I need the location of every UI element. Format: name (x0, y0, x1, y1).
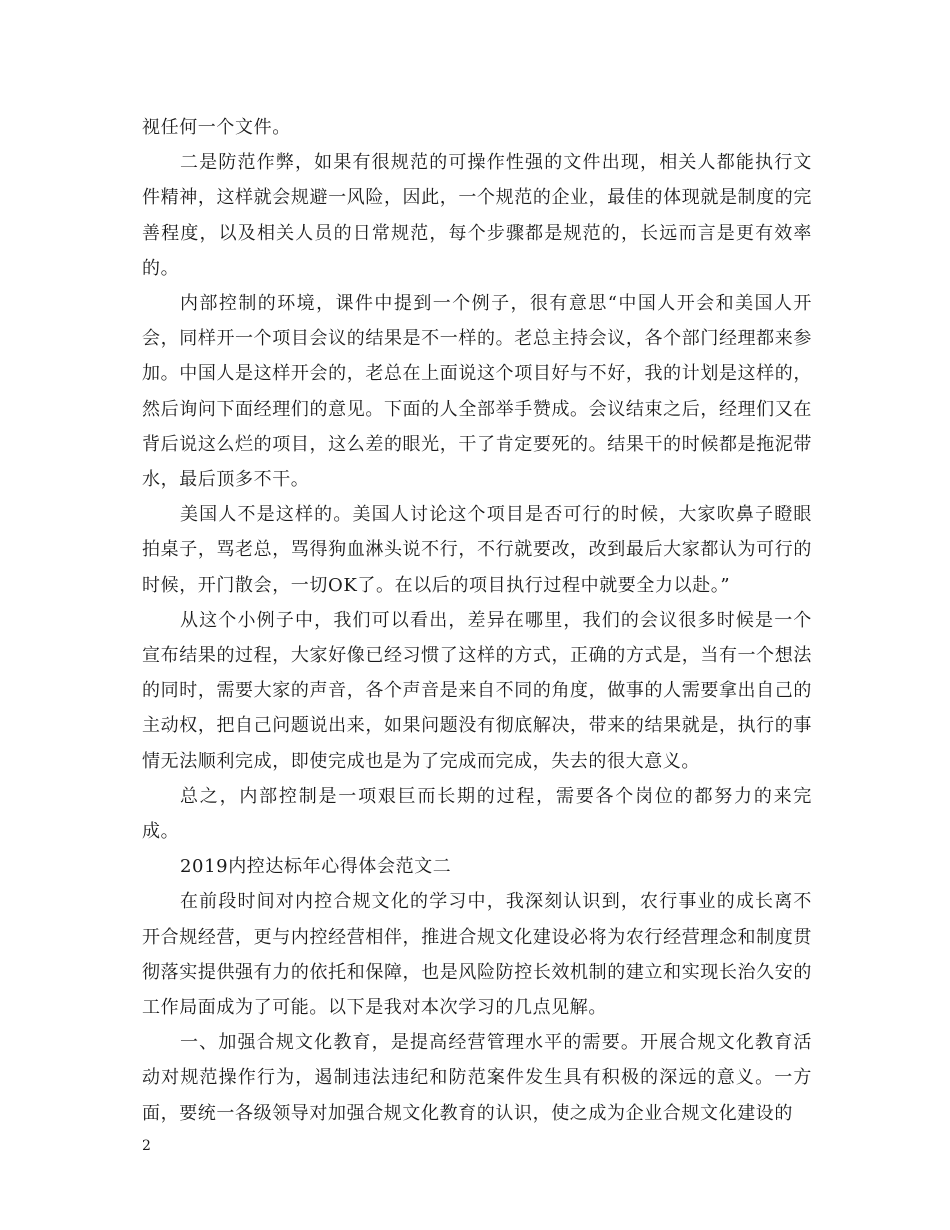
paragraph: 视任何一个文件。 (142, 117, 291, 138)
paragraph: 总之，内部控制是一项艰巨而长期的过程，需要各个岗位的都努力的来完成。 (142, 785, 812, 843)
paragraph: 从这个小例子中，我们可以看出，差异在哪里，我们的会议很多时候是一个宣布结果的过程，大家好像已经习惯了这样的方式，正确的方式是，当有一个想法的同时，需要大家的声音，各个声音是来自不同的角度，做事的人需要拿出自己的主动权，把自己问题说出来，如果问题没有彻底解决，带来的结果就是，执行的事情无法顺利完成，即使完成也是为了完成而完成，失去的很大意义。 (142, 609, 812, 772)
section-heading: 2019内控达标年心得体会范文二 (180, 856, 452, 878)
paragraph: 二是防范作弊，如果有很规范的可操作性强的文件出现，相关人都能执行文件精神，这样就会规避一风险，因此，一个规范的企业，最佳的体现就是制度的完善程度，以及相关人员的日常规范，每个步骤都是规范的，长远而言是更有效率的。 (142, 152, 812, 279)
body-text (142, 110, 812, 1131)
paragraph: 一、加强合规文化教育，是提高经营管理水平的需要。开展合规文化教育活动对规范操作行为，遏制违法违纪和防范案件发生具有积极的深远的意义。一方面，要统一各级领导对加强合规文化教育的认识，使之成为企业合规文化建设的 (142, 1032, 812, 1124)
paragraph: 美国人不是这样的。美国人讨论这个项目是否可行的时候，大家吹鼻子瞪眼拍桌子，骂老总，骂得狗血淋头说不行，不行就要改，改到最后大家都认为可行的时候，开门散会，一切OK了。在以后的项目执行过程中就要全力以赴。” (142, 504, 812, 596)
paragraph: 内部控制的环境，课件中提到一个例子，很有意思“中国人开会和美国人开会，同样开一个项目会议的结果是不一样的。老总主持会议，各个部门经理都来参加。中国人是这样开会的，老总在上面说这个项目好与不好，我的计划是这样的，然后询问下面经理们的意见。下面的人全部举手赞成。会议结束之后，经理们又在背后说这么烂的项目，这么差的眼光，干了肯定要死的。结果干的时候都是拖泥带水，最后顶多不干。 (142, 293, 812, 491)
page-number: 2 (142, 1138, 151, 1154)
paragraph: 在前段时间对内控合规文化的学习中，我深刻认识到，农行事业的成长离不开合规经营，更与内控经营相伴，推进合规文化建设必将为农行经营理念和制度贯彻落实提供强有力的依托和保障，也是风险防控长效机制的建立和实现长治久安的工作局面成为了可能。以下是我对本次学习的几点见解。 (142, 891, 812, 1019)
